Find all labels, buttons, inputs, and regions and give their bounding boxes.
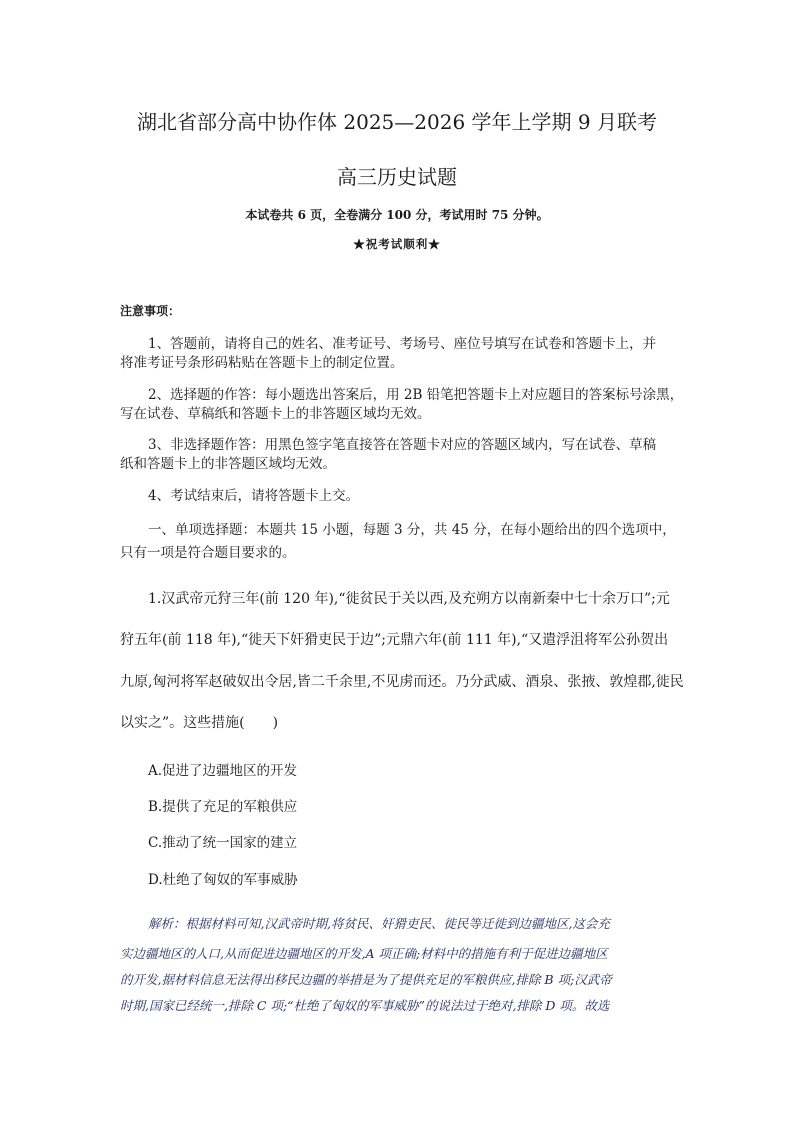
question-1-stem: 1.汉武帝元狩三年(前 120 年),“徙贫民于关以西,及充朔方以南新秦中七十余万口”;元 xyxy=(148,591,670,607)
exam-subtitle: 高三历史试题 xyxy=(337,165,457,189)
note-item-1: 1、答题前，请将自己的姓名、准考证号、考场号、座位号填写在试卷和答题卡上，并 xyxy=(148,336,657,352)
section-heading-cont: 只有一项是符合题目要求的。 xyxy=(120,545,296,561)
analysis-line: 的开发,据材料信息无法得出移民边疆的举措是为了提供充足的军粮供应,排除 B 项;汉武帝 xyxy=(120,972,612,987)
note-item-4: 4、考试结束后，请将答题卡上交。 xyxy=(148,488,360,504)
question-1-stem-cont: 狩五年(前 118 年),“徙天下奸猾吏民于边”;元鼎六年(前 111 年),“又遣浮沮将军公孙贺出 xyxy=(120,632,669,648)
analysis-line: 解析：根据材料可知,汉武帝时期,将贫民、奸猾吏民、徙民等迁徙到边疆地区,这会充 xyxy=(148,916,610,931)
note-item-3: 3、非选择题作答：用黑色签字笔直接答在答题卡对应的答题区域内，写在试卷、草稿 xyxy=(148,437,657,453)
note-item-2: 2、选择题的作答：每小题选出答案后，用 2B 铅笔把答题卡上对应题目的答案标号涂黑， xyxy=(148,387,684,403)
analysis-line: 时期,国家已经统一,排除 C 项;“杜绝了匈奴的军事威胁”的说法过于绝对,排除 D 项。故选 xyxy=(120,998,610,1013)
exam-title: 湖北省部分高中协作体 2025—2026 学年上学期 9 月联考 xyxy=(137,110,657,134)
question-1-stem-cont: 以实之”。这些措施( ) xyxy=(120,715,279,731)
option-c: C.推动了统一国家的建立 xyxy=(148,835,298,851)
option-a: A.促进了边疆地区的开发 xyxy=(148,763,298,779)
section-heading: 一、单项选择题：本题共 15 小题，每题 3 分，共 45 分，在每小题给出的四个选项中， xyxy=(148,522,676,538)
exam-info: 本试卷共 6 页，全卷满分 100 分，考试用时 75 分钟。 xyxy=(245,208,549,222)
note-item-1-cont: 将准考证号条形码粘贴在答题卡上的制定位置。 xyxy=(120,355,404,371)
option-b: B.提供了充足的军粮供应 xyxy=(148,799,298,815)
exam-wish: ★祝考试顺利★ xyxy=(353,237,441,251)
notes-heading: 注意事项： xyxy=(120,304,181,318)
analysis-line: 实边疆地区的人口,从而促进边疆地区的开发,A 项正确;材料中的措施有利于促进边疆地区 xyxy=(120,946,608,961)
note-item-2-cont: 写在试卷、草稿纸和答题卡上的非答题区域均无效。 xyxy=(120,406,431,422)
option-d: D.杜绝了匈奴的军事威胁 xyxy=(148,872,298,888)
question-1-stem-cont: 九原,匈河将军赵破奴出令居,皆二千余里,不见虏而还。乃分武威、酒泉、张掖、敦煌郡,徙民 xyxy=(120,674,684,690)
note-item-3-cont: 纸和答题卡上的非答题区域均无效。 xyxy=(120,456,336,472)
